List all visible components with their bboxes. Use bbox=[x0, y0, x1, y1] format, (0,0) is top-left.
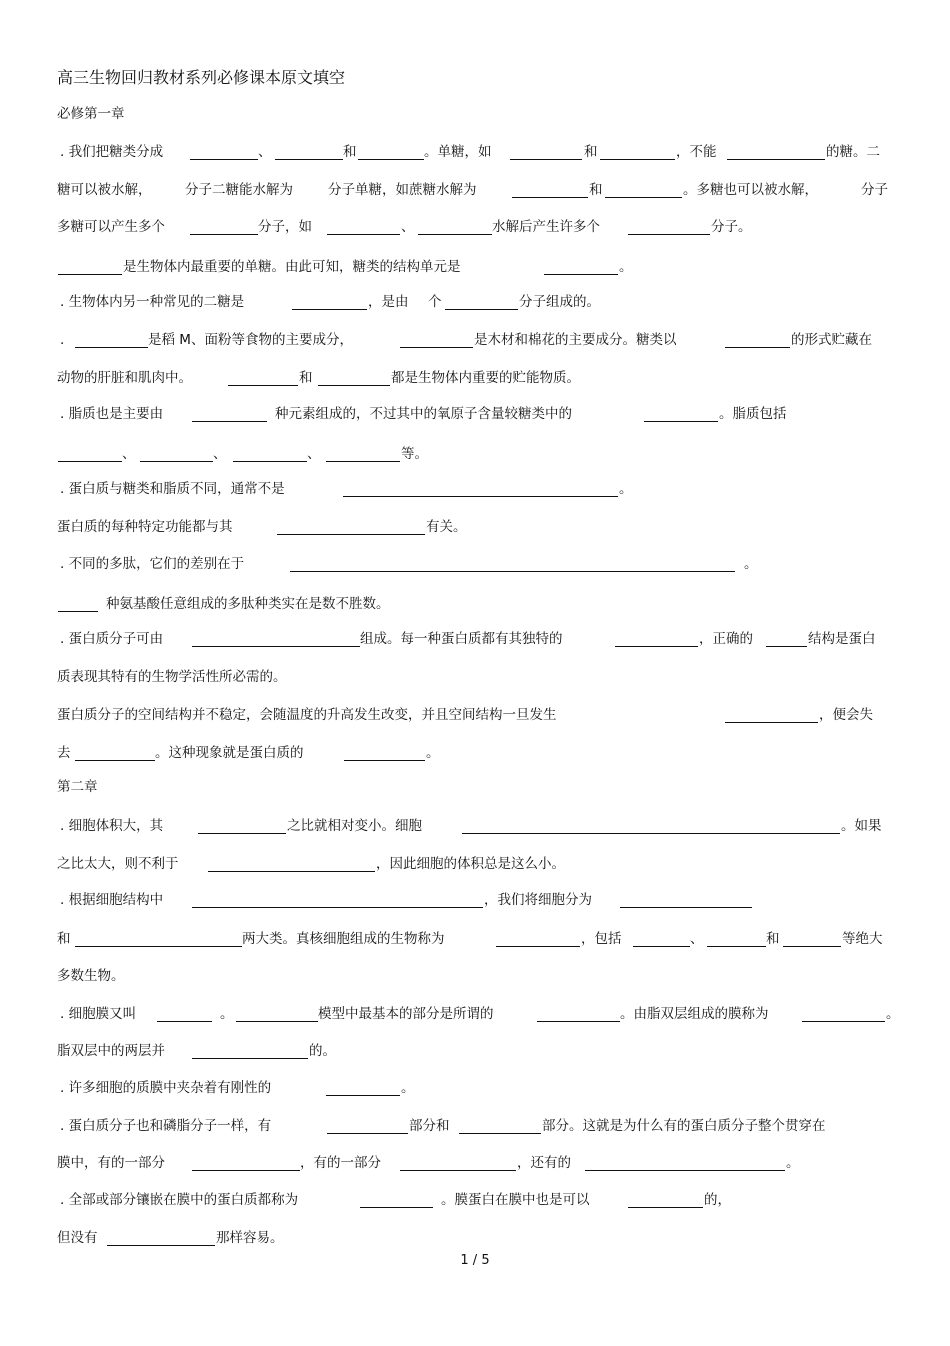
fill-in-blank[interactable] bbox=[605, 197, 682, 198]
fill-in-blank[interactable] bbox=[292, 309, 367, 310]
text-segment: 脂双层中的两层并 bbox=[57, 1043, 165, 1059]
fill-in-blank[interactable] bbox=[400, 1170, 516, 1171]
fill-in-blank[interactable] bbox=[318, 385, 390, 386]
text-segment: 分子。 bbox=[711, 219, 752, 235]
text-segment: 。由脂双层组成的膜称为 bbox=[620, 1006, 769, 1022]
text-segment: 、 bbox=[307, 446, 321, 462]
fill-in-blank[interactable] bbox=[544, 274, 618, 275]
fill-in-blank[interactable] bbox=[510, 159, 582, 160]
text-segment: 模型中最基本的部分是所谓的 bbox=[318, 1006, 494, 1022]
fill-in-blank[interactable] bbox=[512, 197, 588, 198]
text-segment: 。 bbox=[886, 1006, 900, 1022]
fill-in-blank[interactable] bbox=[600, 159, 675, 160]
fill-in-blank[interactable] bbox=[327, 1133, 408, 1134]
fill-in-blank[interactable] bbox=[585, 1170, 785, 1171]
text-segment: 组成。每一种蛋白质都有其独特的 bbox=[360, 631, 563, 647]
fill-in-blank[interactable] bbox=[766, 646, 807, 647]
text-segment: 的糖。二 bbox=[826, 144, 880, 160]
fill-in-blank[interactable] bbox=[198, 833, 286, 834]
fill-in-blank[interactable] bbox=[783, 946, 841, 947]
text-segment: 。膜蛋白在膜中也是可以 bbox=[441, 1192, 590, 1208]
fill-in-blank[interactable] bbox=[192, 646, 360, 647]
text-segment: 和 bbox=[589, 182, 603, 198]
fill-in-blank[interactable] bbox=[496, 946, 580, 947]
fill-in-blank[interactable] bbox=[140, 461, 213, 462]
text-segment: 和 bbox=[766, 931, 780, 947]
fill-in-blank[interactable] bbox=[620, 907, 752, 908]
text-segment: 那样容易。 bbox=[216, 1230, 284, 1246]
text-segment: . 蛋白质与糖类和脂质不同，通常不是 bbox=[60, 481, 285, 497]
text-segment: ，还有的 bbox=[517, 1155, 571, 1171]
fill-in-blank[interactable] bbox=[725, 722, 818, 723]
text-segment: 分子二糖能水解为 bbox=[185, 182, 293, 198]
text-segment: 部分。这就是为什么有的蛋白质分子整个贯穿在 bbox=[542, 1118, 826, 1134]
text-segment: 蛋白质的每种特定功能都与其 bbox=[57, 519, 233, 535]
fill-in-blank[interactable] bbox=[275, 159, 343, 160]
fill-in-blank[interactable] bbox=[190, 159, 258, 160]
text-segment: . 我们把糖类分成 bbox=[60, 144, 164, 160]
text-segment: 。 bbox=[619, 481, 633, 497]
text-segment: 和 bbox=[299, 370, 313, 386]
fill-in-blank[interactable] bbox=[75, 760, 155, 761]
document-title: 高三生物回归教材系列必修课本原文填空 bbox=[57, 68, 346, 87]
text-segment: 水解后产生许多个 bbox=[492, 219, 600, 235]
fill-in-blank[interactable] bbox=[192, 907, 483, 908]
text-segment: 有关。 bbox=[426, 519, 467, 535]
text-segment: ，因此细胞的体积总是这么小。 bbox=[376, 856, 565, 872]
fill-in-blank[interactable] bbox=[725, 347, 790, 348]
fill-in-blank[interactable] bbox=[344, 760, 425, 761]
text-segment: ，不能 bbox=[676, 144, 717, 160]
fill-in-blank[interactable] bbox=[58, 611, 98, 612]
text-segment: . 不同的多肽，它们的差别在于 bbox=[60, 556, 245, 572]
text-segment: 等绝大 bbox=[842, 931, 883, 947]
fill-in-blank[interactable] bbox=[236, 1021, 318, 1022]
fill-in-blank[interactable] bbox=[75, 347, 148, 348]
fill-in-blank[interactable] bbox=[343, 496, 618, 497]
fill-in-blank[interactable] bbox=[327, 234, 400, 235]
text-segment: 多糖可以产生多个 bbox=[57, 219, 165, 235]
chapter-heading: 第二章 bbox=[57, 779, 98, 795]
fill-in-blank[interactable] bbox=[358, 159, 424, 160]
text-segment: 分子，如 bbox=[258, 219, 312, 235]
text-segment: ，是由 bbox=[368, 294, 409, 310]
text-segment: 种元素组成的，不过其中的氧原子含量较糖类中的 bbox=[275, 406, 572, 422]
text-segment: . 许多细胞的质膜中夹杂着有刚性的 bbox=[60, 1080, 272, 1096]
text-segment: 是稻 M、面粉等食物的主要成分， bbox=[148, 332, 353, 348]
text-segment: 、 bbox=[122, 446, 136, 462]
fill-in-blank[interactable] bbox=[192, 1058, 308, 1059]
text-segment: 蛋白质分子的空间结构并不稳定，会随温度的升高发生改变，并且空间结构一旦发生 bbox=[57, 707, 557, 723]
fill-in-blank[interactable] bbox=[107, 1245, 215, 1246]
text-segment: ，包括 bbox=[581, 931, 622, 947]
text-segment: . 蛋白质分子可由 bbox=[60, 631, 164, 647]
text-segment: 、 bbox=[690, 931, 704, 947]
fill-in-blank[interactable] bbox=[633, 946, 690, 947]
text-segment: 是生物体内最重要的单糖。由此可知，糖类的结构单元是 bbox=[123, 259, 461, 275]
fill-in-blank[interactable] bbox=[192, 1170, 300, 1171]
fill-in-blank[interactable] bbox=[802, 1021, 885, 1022]
text-segment: 。如果 bbox=[841, 818, 882, 834]
text-segment: 的， bbox=[704, 1192, 731, 1208]
fill-in-blank[interactable] bbox=[462, 833, 840, 834]
text-segment: 结构是蛋白 bbox=[808, 631, 876, 647]
text-segment: . 脂质也是主要由 bbox=[60, 406, 164, 422]
text-segment: ，我们将细胞分为 bbox=[484, 892, 592, 908]
text-segment: 种氨基酸任意组成的多肽种类实在是数不胜数。 bbox=[106, 596, 390, 612]
text-segment: ，有的一部分 bbox=[300, 1155, 381, 1171]
text-segment: 、 bbox=[213, 446, 227, 462]
text-segment: 等。 bbox=[401, 446, 428, 462]
text-segment: . 细胞体积大，其 bbox=[60, 818, 164, 834]
fill-in-blank[interactable] bbox=[707, 946, 766, 947]
text-segment: ，正确的 bbox=[699, 631, 753, 647]
text-segment: . 生物体内另一种常见的二糖是 bbox=[60, 294, 245, 310]
text-segment: . 全部或部分镶嵌在膜中的蛋白质都称为 bbox=[60, 1192, 299, 1208]
fill-in-blank[interactable] bbox=[157, 1021, 212, 1022]
text-segment: 是木材和棉花的主要成分。糖类以 bbox=[474, 332, 677, 348]
fill-in-blank[interactable] bbox=[445, 309, 518, 310]
text-segment: 两大类。真核细胞组成的生物称为 bbox=[242, 931, 445, 947]
fill-in-blank[interactable] bbox=[208, 871, 375, 872]
text-segment: 。 bbox=[426, 745, 440, 761]
text-segment: . 细胞膜又叫 bbox=[60, 1006, 137, 1022]
text-segment: 。 bbox=[220, 1006, 234, 1022]
fill-in-blank[interactable] bbox=[360, 1207, 433, 1208]
fill-in-blank[interactable] bbox=[615, 646, 698, 647]
fill-in-blank[interactable] bbox=[233, 461, 307, 462]
text-segment: 之比太大，则不利于 bbox=[57, 856, 179, 872]
text-segment: 的。 bbox=[309, 1043, 336, 1059]
fill-in-blank[interactable] bbox=[326, 1095, 400, 1096]
text-segment: 都是生物体内重要的贮能物质。 bbox=[391, 370, 580, 386]
fill-in-blank[interactable] bbox=[290, 571, 735, 572]
text-segment: 。多糖也可以被水解， bbox=[683, 182, 818, 198]
text-segment: 去 bbox=[57, 745, 71, 761]
text-segment: 。脂质包括 bbox=[719, 406, 787, 422]
text-segment: 个 bbox=[428, 294, 442, 310]
fill-in-blank[interactable] bbox=[75, 946, 242, 947]
text-segment: 之比就相对变小。细胞 bbox=[287, 818, 422, 834]
fill-in-blank[interactable] bbox=[537, 1021, 620, 1022]
fill-in-blank[interactable] bbox=[644, 421, 718, 422]
text-segment: 质表现其特有的生物学活性所必需的。 bbox=[57, 669, 287, 685]
text-segment: . bbox=[60, 332, 65, 348]
page-number: 1 / 5 bbox=[460, 1253, 490, 1268]
text-segment: ，便会失 bbox=[819, 707, 873, 723]
text-segment: 动物的肝脏和肌肉中。 bbox=[57, 370, 192, 386]
fill-in-blank[interactable] bbox=[418, 234, 492, 235]
fill-in-blank[interactable] bbox=[192, 421, 267, 422]
fill-in-blank[interactable] bbox=[228, 385, 298, 386]
fill-in-blank[interactable] bbox=[400, 347, 473, 348]
text-segment: 。 bbox=[744, 556, 758, 572]
text-segment: 。单糖，如 bbox=[424, 144, 492, 160]
fill-in-blank[interactable] bbox=[459, 1133, 541, 1134]
text-segment: 但没有 bbox=[57, 1230, 98, 1246]
text-segment: 。 bbox=[786, 1155, 800, 1171]
text-segment: 分子组成的。 bbox=[519, 294, 600, 310]
text-segment: . 蛋白质分子也和磷脂分子一样，有 bbox=[60, 1118, 272, 1134]
fill-in-blank[interactable] bbox=[628, 1207, 703, 1208]
text-segment: . 根据细胞结构中 bbox=[60, 892, 164, 908]
text-segment: 。这种现象就是蛋白质的 bbox=[155, 745, 304, 761]
chapter-heading: 必修第一章 bbox=[57, 106, 125, 122]
fill-in-blank[interactable] bbox=[326, 461, 400, 462]
text-segment: 和 bbox=[343, 144, 357, 160]
text-segment: 膜中，有的一部分 bbox=[57, 1155, 165, 1171]
fill-in-blank[interactable] bbox=[727, 159, 825, 160]
text-segment: 糖可以被水解， bbox=[57, 182, 152, 198]
text-segment: 多数生物。 bbox=[57, 968, 125, 984]
fill-in-blank[interactable] bbox=[58, 461, 122, 462]
fill-in-blank[interactable] bbox=[277, 534, 425, 535]
text-segment: 部分和 bbox=[409, 1118, 450, 1134]
text-segment: 分子 bbox=[861, 182, 888, 198]
fill-in-blank[interactable] bbox=[190, 234, 258, 235]
text-segment: 。 bbox=[619, 259, 633, 275]
fill-in-blank[interactable] bbox=[628, 234, 710, 235]
text-segment: 、 bbox=[401, 219, 415, 235]
fill-in-blank[interactable] bbox=[58, 274, 122, 275]
text-segment: 分子单糖，如蔗糖水解为 bbox=[328, 182, 477, 198]
text-segment: 和 bbox=[584, 144, 598, 160]
text-segment: 和 bbox=[57, 931, 71, 947]
text-segment: 的形式贮藏在 bbox=[791, 332, 872, 348]
text-segment: 。 bbox=[401, 1080, 415, 1096]
text-segment: 、 bbox=[258, 144, 272, 160]
